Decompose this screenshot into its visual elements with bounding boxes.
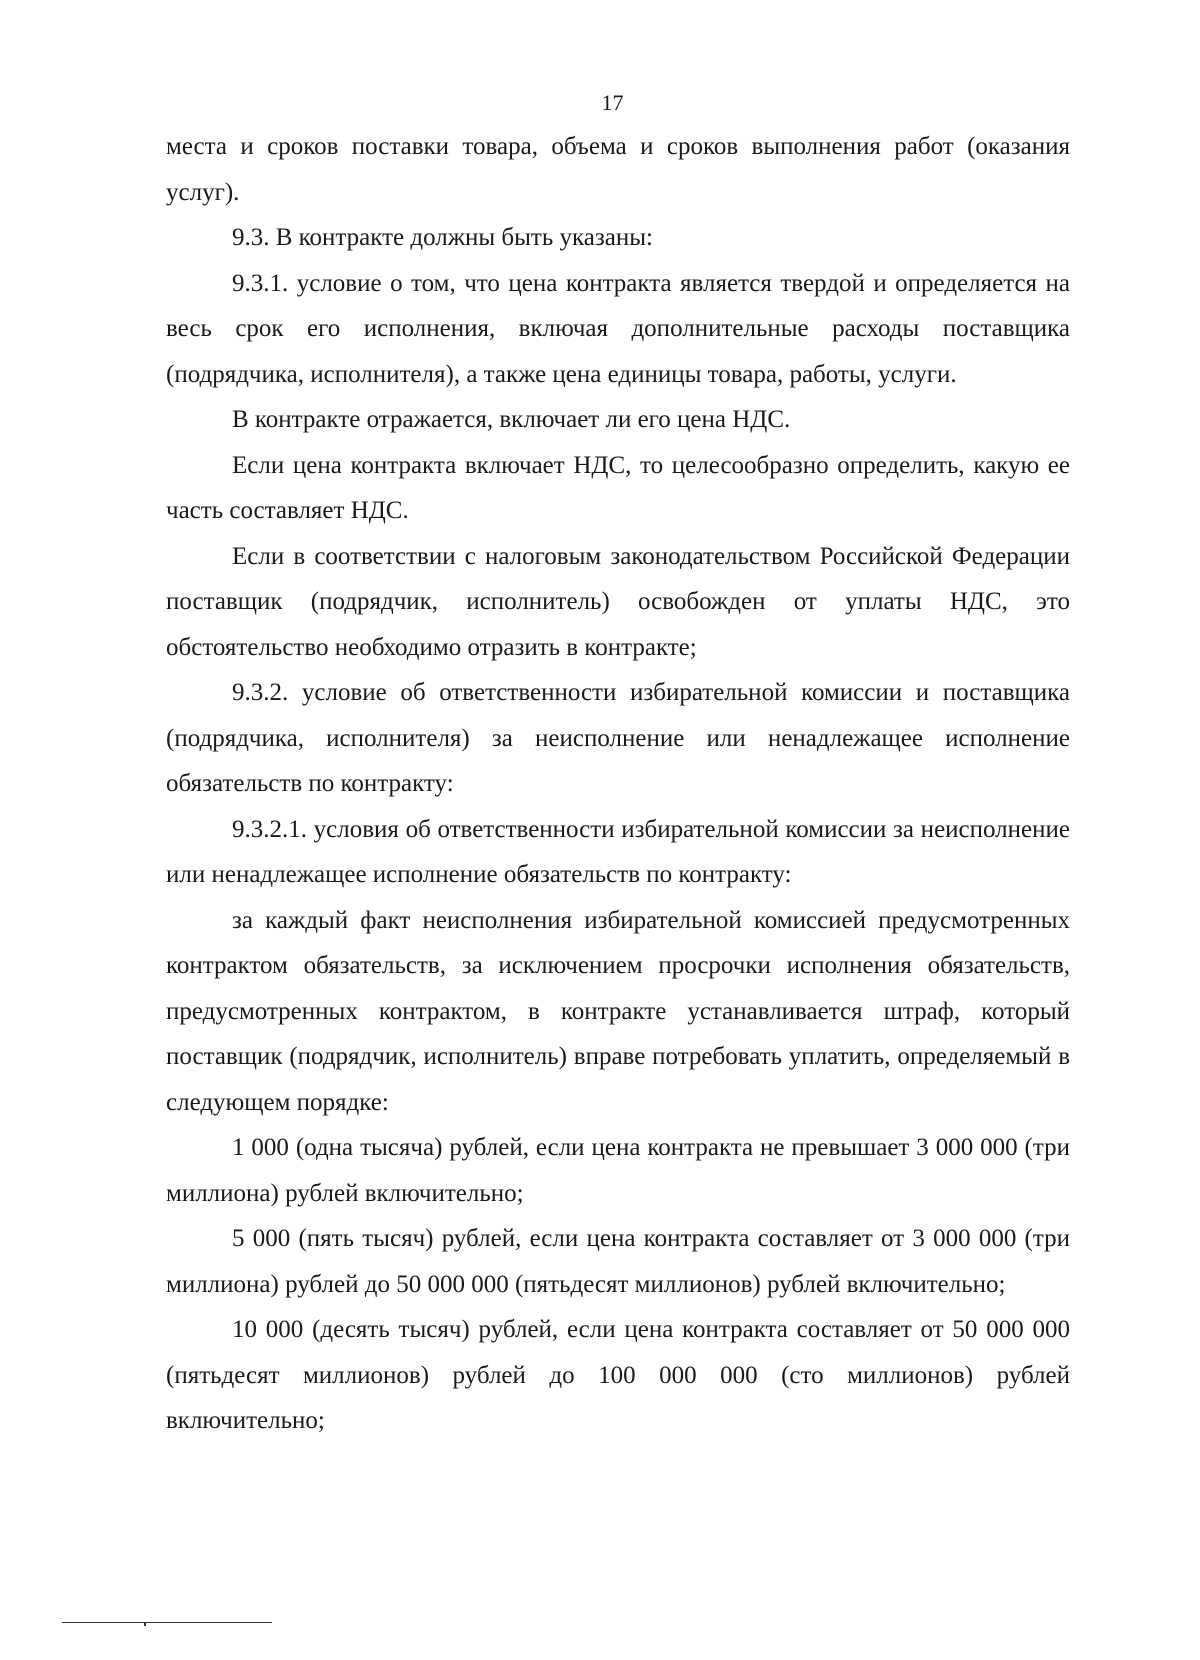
paragraph-9-3-2-1: 9.3.2.1. условия об ответственности избирательной комиссии за неисполнение или ненадлежащее исполнение обязательств по контракту: <box>166 815 1070 888</box>
footnote-separator-line <box>62 1622 272 1623</box>
paragraph-vat-exemption: Если в соответствии с налоговым законодательством Российской Федерации поставщик (подрядчик, исполнитель) освобожден от уплаты НДС, это обстоятельство необходимо отразить в контракте; <box>166 542 1070 661</box>
page-number: 17 <box>601 90 624 115</box>
paragraph-fine-rule: за каждый факт неисполнения избирательной комиссией предусмотренных контрактом обязательств, за исключением просрочки исполнения обязательств, предусмотренных контрактом, в контракте устанавливается штраф, который поставщик (подрядчик, исполнитель) вправе потребовать уплатить, определяемый в следующем порядке: <box>166 906 1070 1116</box>
paragraph-continuation: места и сроков поставки товара, объема и сроков выполнения работ (оказания услуг). <box>166 133 1070 206</box>
paragraph-9-3-2: 9.3.2. условие об ответственности избирательной комиссии и поставщика (подрядчика, исполнителя) за неисполнение или ненадлежащее исполнение обязательств по контракту: <box>166 679 1070 797</box>
paragraph-fine-tier-2: 5 000 (пять тысяч) рублей, если цена контракта составляет от 3 000 000 (три миллиона) рублей до 50 000 000 (пятьдесят миллионов) рублей включительно; <box>166 1225 1070 1298</box>
paragraph-vat-share: Если цена контракта включает НДС, то целесообразно определить, какую ее часть составляет НДС. <box>166 451 1070 524</box>
paragraph-fine-tier-1: 1 000 (одна тысяча) рублей, если цена контракта не превышает 3 000 000 (три миллиона) рублей включительно; <box>166 1134 1070 1207</box>
paragraph-9-3-1: 9.3.1. условие о том, что цена контракта является твердой и определяется на весь срок его исполнения, включая дополнительные расходы поставщика (подрядчика, исполнителя), а также цена единицы товара, работы, услуги. <box>166 269 1070 388</box>
document-body <box>166 124 1070 1444</box>
paragraph-fine-tier-3: 10 000 (десять тысяч) рублей, если цена контракта составляет от 50 000 000 (пятьдесят миллионов) рублей до 100 000 000 (сто миллионов) рублей включительно; <box>166 1316 1070 1434</box>
paragraph-vat-reflection: В контракте отражается, включает ли его цена НДС. <box>232 406 791 433</box>
footnote-separator-tick <box>144 1622 146 1626</box>
paragraph-9-3: 9.3. В контракте должны быть указаны: <box>232 224 653 251</box>
